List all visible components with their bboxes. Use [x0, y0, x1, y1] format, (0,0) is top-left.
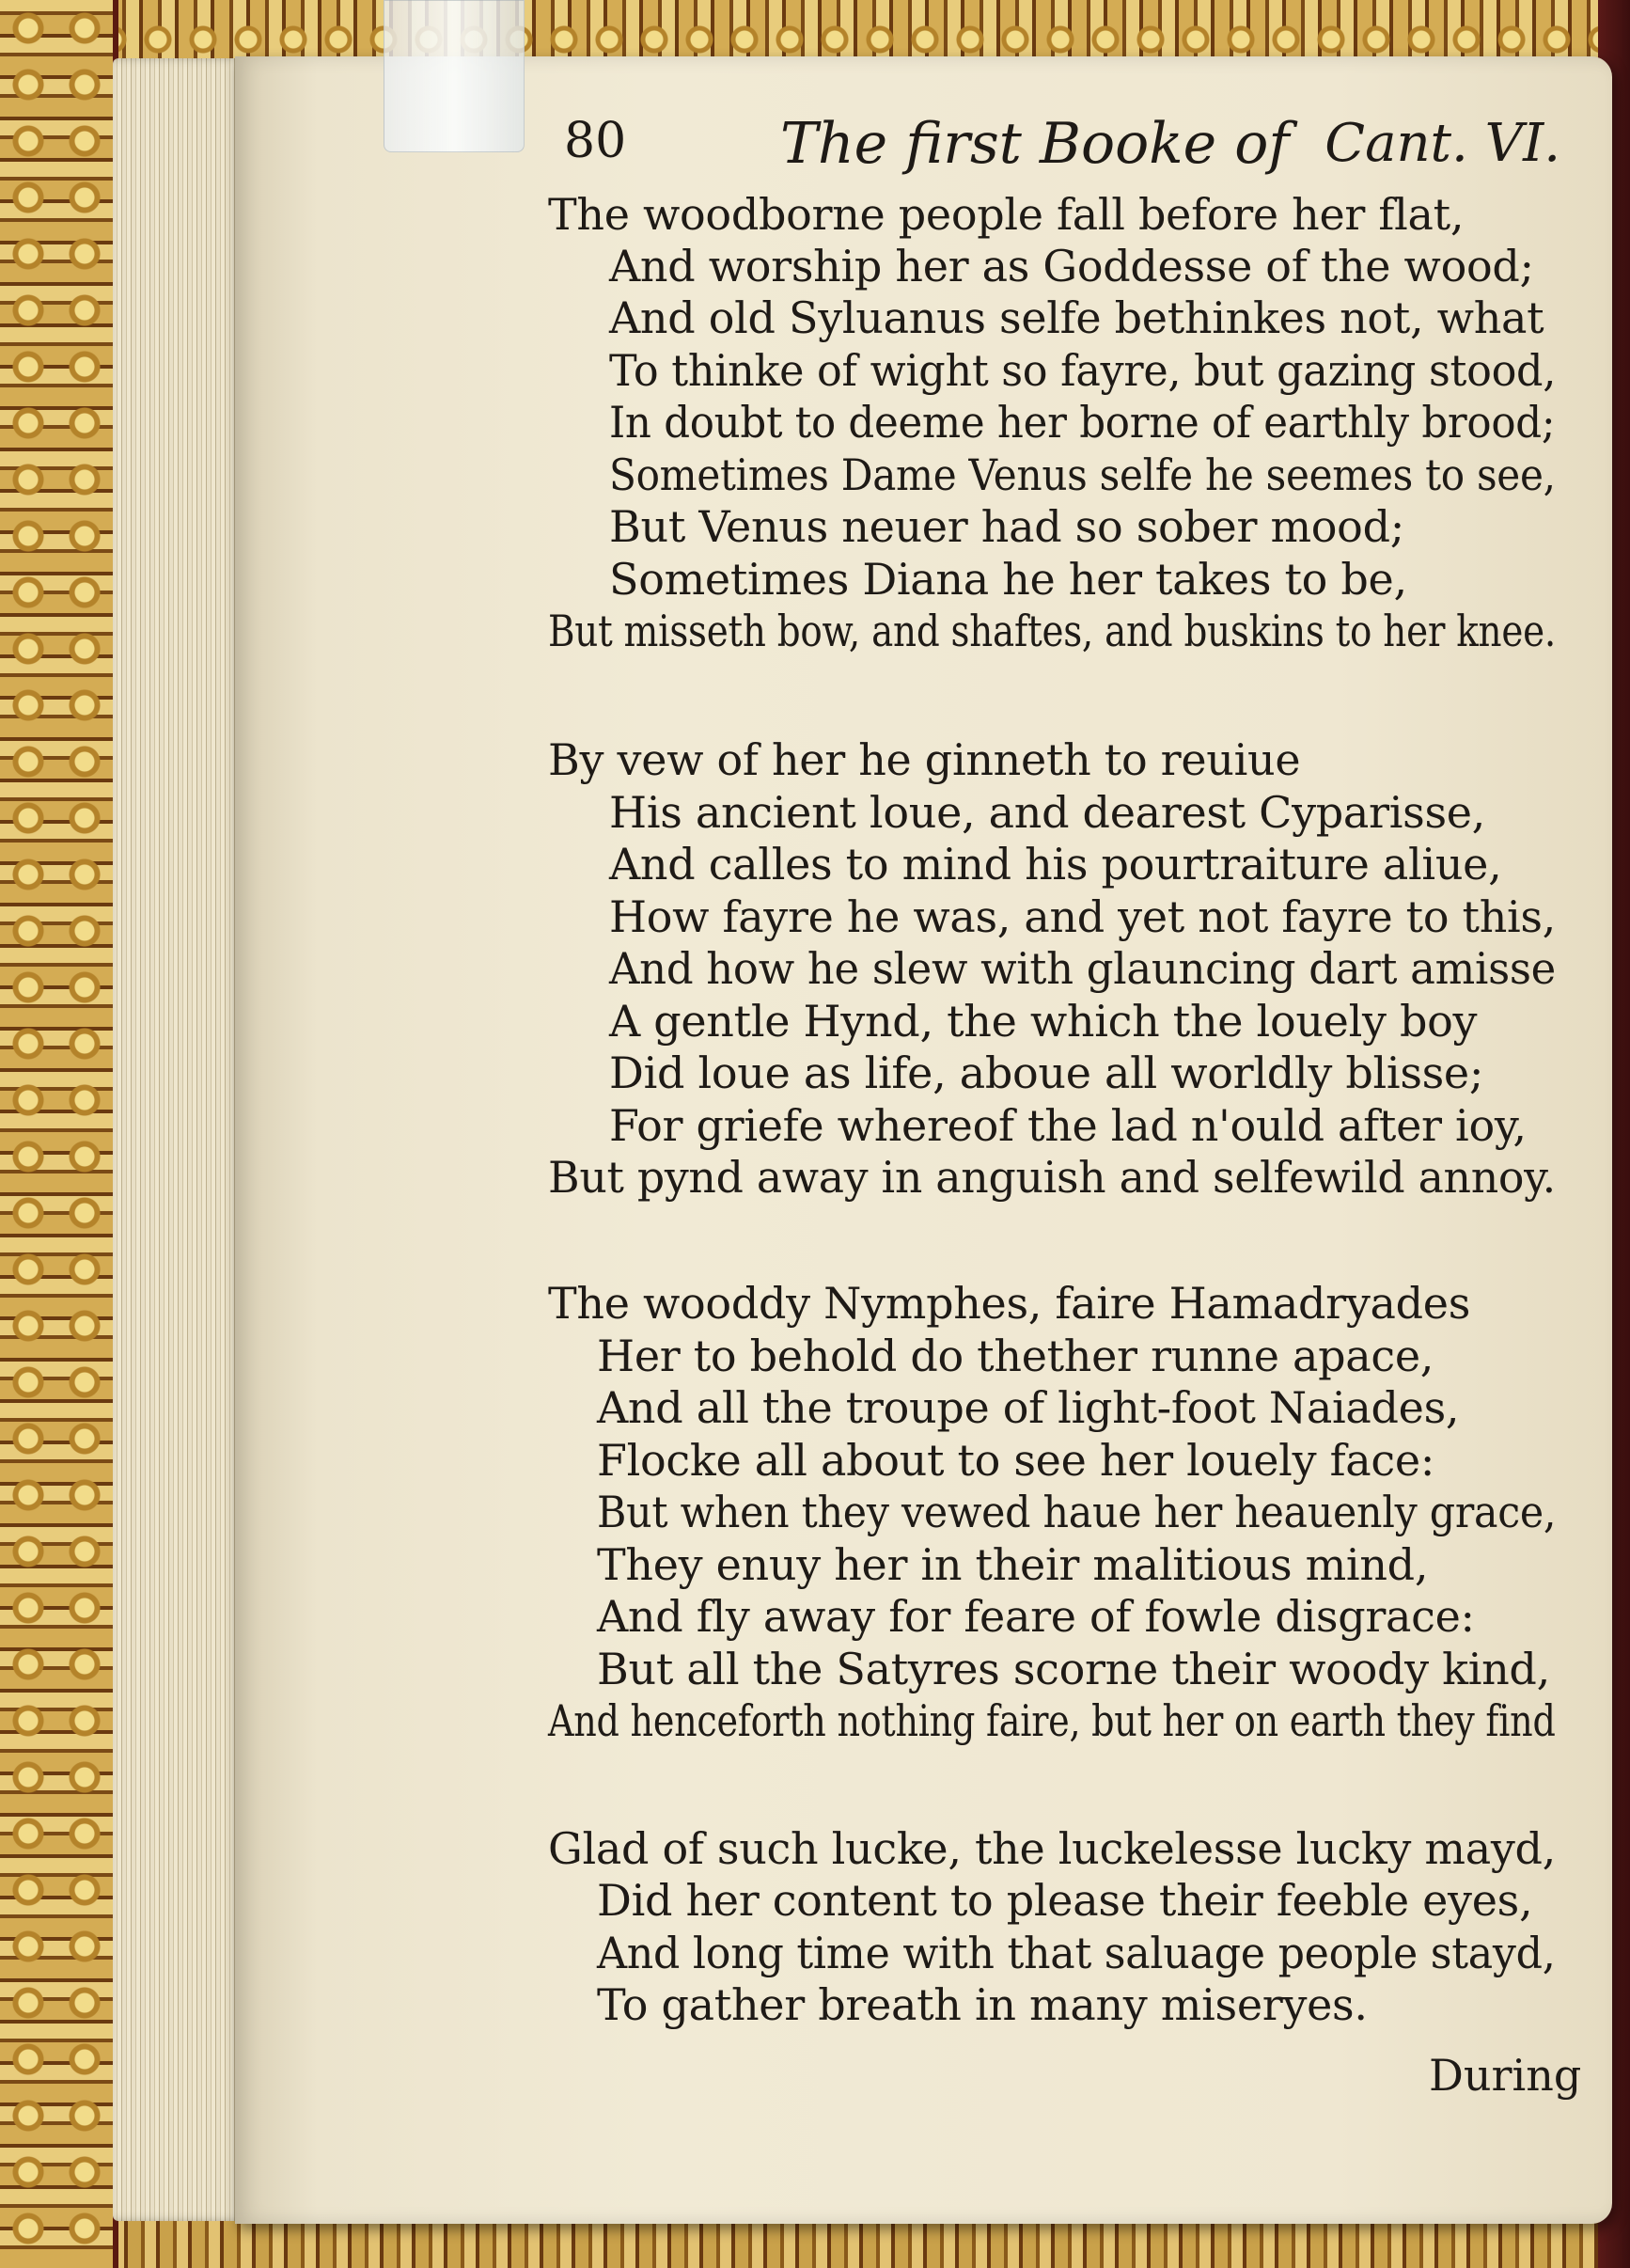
verse-line: And long time with that saluage people stayd,: [597, 1928, 1556, 1978]
verse-line: Did loue as life, aboue all worldly blisse;: [609, 1047, 1484, 1098]
verse-line: But all the Satyres scorne their woody kind,: [597, 1644, 1550, 1694]
verse-line: The woodborne people fall before her flat,: [548, 189, 1465, 240]
verse-line: And all the troupe of light-foot Naiades,: [597, 1382, 1460, 1433]
verse-line: But pynd away in anguish and selfewild annoy.: [548, 1152, 1556, 1203]
verse-line: And old Syluanus selfe bethinkes not, what: [609, 292, 1544, 343]
verse-line: Flocke all about to see her louely face:: [597, 1435, 1435, 1486]
running-head: [564, 113, 1560, 188]
verse-line: And worship her as Goddesse of the wood;: [609, 241, 1534, 291]
verse-line: The wooddy Nymphes, faire Hamadryades: [548, 1278, 1471, 1329]
verse-line: Her to behold do thether runne apace,: [597, 1331, 1434, 1381]
verse-line: And calles to mind his pourtraiture aliue,: [609, 839, 1502, 890]
verse-line: But when they vewed haue her heauenly grace,: [597, 1487, 1557, 1537]
verse-line: And fly away for feare of fowle disgrace:: [597, 1591, 1475, 1642]
verse-line: For griefe whereof the lad n'ould after ioy,: [609, 1100, 1527, 1151]
folio-number: 80: [564, 113, 627, 169]
verse-line: His ancient loue, and dearest Cyparisse,: [609, 787, 1485, 838]
verse-line: A gentle Hynd, the which the louely boy: [609, 996, 1478, 1047]
verse-line: They enuy her in their malitious mind,: [597, 1539, 1429, 1590]
verse-line: Did her content to please their feeble eyes,: [597, 1875, 1533, 1926]
catchword: During: [1429, 2050, 1582, 2101]
verse-line: But misseth bow, and shaftes, and buskins to her knee.: [548, 606, 1556, 656]
verse-line: Sometimes Diana he her takes to be,: [609, 554, 1407, 605]
canto-label: Cant. VI.: [1324, 113, 1560, 174]
verse-line: But Venus neuer had so sober mood;: [609, 501, 1404, 552]
running-title: The first Booke of: [780, 111, 1290, 177]
verse-line: And henceforth nothing faire, but her on earth they find: [548, 1695, 1556, 1746]
verse-line: In doubt to deeme her borne of earthly brood;: [609, 397, 1556, 448]
verse-line: And how he slew with glauncing dart amisse: [609, 943, 1556, 994]
verse-line: By vew of her he ginneth to reuiue: [548, 734, 1301, 785]
verse-line: To gather breath in many miseryes.: [597, 1979, 1368, 2030]
verse-line: Sometimes Dame Venus selfe he seemes to see,: [609, 449, 1556, 500]
verse-line: How fayre he was, and yet not fayre to this,: [609, 891, 1556, 942]
verse-line: Glad of such lucke, the luckelesse lucky mayd,: [548, 1823, 1557, 1874]
verse-line: To thinke of wight so fayre, but gazing stood,: [609, 345, 1557, 396]
